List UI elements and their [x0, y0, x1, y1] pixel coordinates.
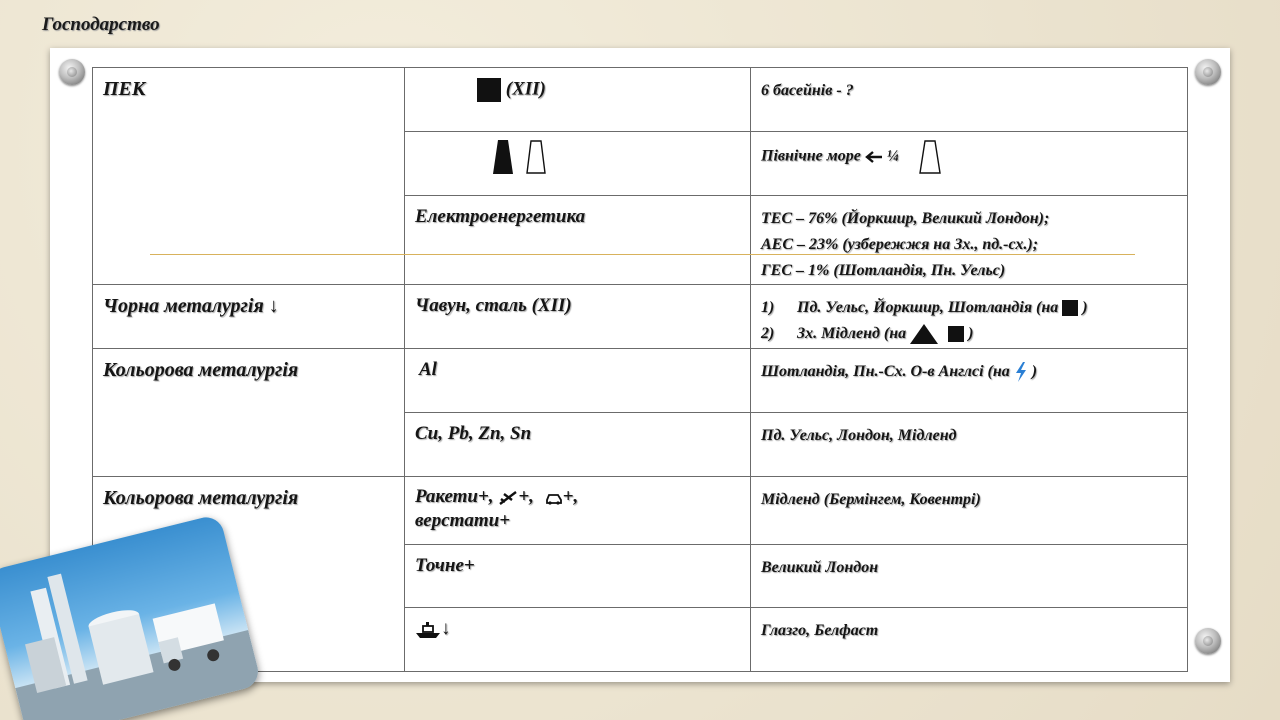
oil-gas-cell [405, 132, 751, 196]
airplane-plus: +, [518, 486, 534, 507]
rockets-text: Ракети+, [415, 486, 494, 507]
pin-bottom-right [1195, 628, 1221, 654]
industry-photo [0, 514, 262, 720]
precision-regions-cell [751, 545, 1188, 608]
coal-square-icon [948, 326, 964, 342]
table-row [93, 477, 1188, 545]
ferrous-products: Чавун, сталь (XII) [415, 295, 572, 316]
industry-table [92, 67, 1188, 672]
oil-gas-region-cell [751, 132, 1188, 196]
oil-tower-icon [493, 140, 513, 174]
coal-square-icon [477, 78, 501, 102]
coal-basins-cell [751, 68, 1188, 132]
metals-regions-cell [751, 413, 1188, 477]
list-number: 2) [761, 325, 775, 342]
machinery-label: Кольорова металургія [103, 487, 299, 509]
ferrous-products-cell [405, 285, 751, 349]
close-paren: ) [1082, 299, 1088, 316]
metals-regions: Пд. Уельс, Лондон, Мідленд [761, 427, 957, 444]
machinery-products-cell [405, 477, 751, 545]
electricity-line: ГЕС – 1% (Шотландія, Пн. Уельс) [761, 262, 1006, 279]
factory-illustration [0, 514, 262, 720]
triangle-icon [910, 324, 938, 344]
down-arrow-icon: ↓ [268, 295, 279, 317]
pek-label [93, 68, 405, 285]
machine-tools-text: верстати+ [415, 510, 511, 531]
electricity-label: Електроенергетика [415, 206, 586, 227]
close-paren: ) [1031, 363, 1038, 380]
coal-basins: 6 басейнів - ? [761, 82, 854, 99]
ferrous-label-cell [93, 285, 405, 349]
pek-label-text: ПЕК [103, 78, 146, 100]
ferrous-label: Чорна металургія [103, 295, 264, 317]
precision-cell [405, 545, 751, 608]
nonferrous-label-cell [93, 349, 405, 477]
precision-regions: Великий Лондон [761, 559, 879, 576]
ship-icon [415, 621, 441, 639]
metals-cell [405, 413, 751, 477]
gas-tower-icon [919, 140, 941, 174]
pin-top-left [59, 59, 85, 85]
car-plus: +, [562, 486, 579, 507]
coal-square-icon [1062, 300, 1078, 316]
al-label: Al [419, 359, 437, 380]
electricity-values-cell [751, 196, 1188, 285]
coal-cell [405, 68, 751, 132]
close-paren: ) [968, 325, 974, 342]
electricity-line: АЕС – 23% (узбережжя на Зх., пд.-сх.); [761, 236, 1039, 253]
shipbuilding-regions-cell [751, 608, 1188, 672]
al-cell [405, 349, 751, 413]
down-arrow-icon: ↓ [441, 618, 451, 639]
lightning-icon [1014, 362, 1028, 382]
table-row [93, 349, 1188, 413]
electricity-label-cell [405, 196, 751, 285]
ferrous-region-1: Пд. Уельс, Йоркшир, Шотландія (на [797, 299, 1059, 316]
electricity-line: ТЕС – 76% (Йоркшир, Великий Лондон); [761, 210, 1050, 227]
machinery-regions-cell [751, 477, 1188, 545]
al-regions-cell [751, 349, 1188, 413]
table-row [93, 285, 1188, 349]
car-icon [545, 491, 563, 505]
shipbuilding-cell [405, 608, 751, 672]
oil-gas-region: Північне море [761, 147, 861, 165]
slide-title: Господарство [42, 14, 160, 35]
ferrous-regions-cell [751, 285, 1188, 349]
table-row [93, 68, 1188, 132]
pin-top-right [1195, 59, 1221, 85]
left-arrow-icon [865, 150, 883, 164]
accent-divider [150, 254, 1135, 255]
nonferrous-label: Кольорова металургія [103, 359, 299, 381]
ferrous-region-2: Зх. Мідленд (на [797, 325, 907, 342]
list-item [761, 295, 1177, 321]
gas-tower-icon [526, 140, 546, 174]
coal-text: (XII) [505, 78, 546, 100]
oil-gas-share: ¼ [886, 147, 899, 165]
precision-text: Точне+ [415, 555, 475, 576]
list-number: 1) [761, 299, 775, 316]
list-item [761, 321, 1177, 347]
shipbuilding-regions: Глазго, Белфаст [761, 622, 879, 639]
al-regions: Шотландія, Пн.-Сх. О-в Англсі (на [761, 363, 1010, 380]
machinery-regions: Мідленд (Бермінгем, Ковентрі) [761, 491, 981, 508]
airplane-icon [498, 490, 518, 506]
metals-list: Cu, Pb, Zn, Sn [415, 423, 532, 444]
